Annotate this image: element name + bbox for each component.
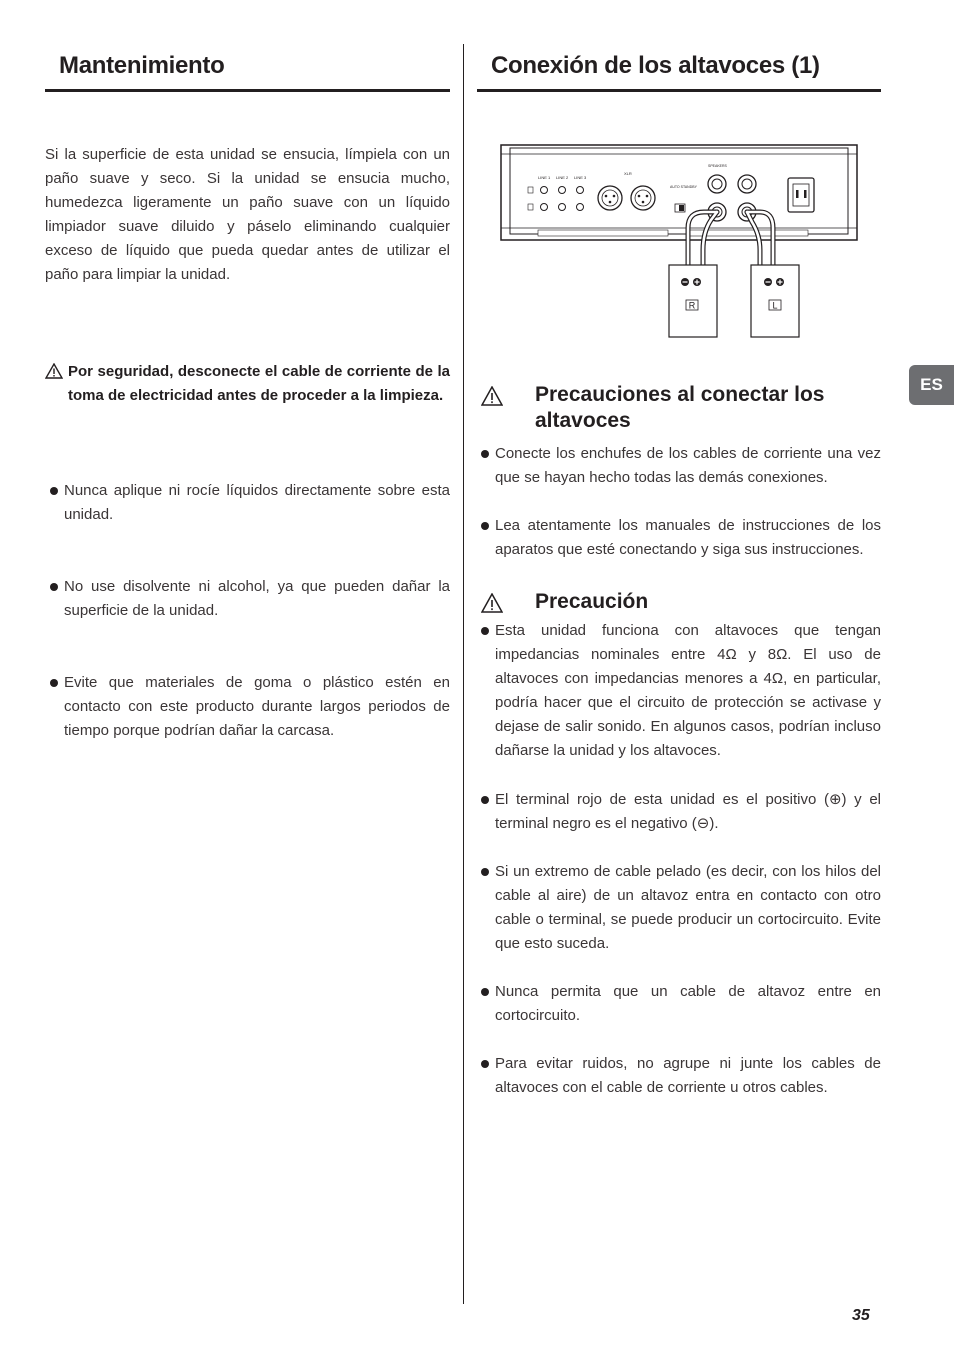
text-fragment: ) y el terminal negro es el negativo (: [495, 791, 881, 832]
speaker-connection-title: Conexión de los altavoces (1): [491, 52, 820, 79]
column-divider: [463, 44, 464, 1304]
safety-warning: [45, 360, 450, 408]
bullet-dot-icon: [481, 1060, 489, 1068]
maintenance-title: Mantenimiento: [59, 52, 225, 79]
panel-label: AUTO STANDBY: [670, 185, 697, 189]
text-fragment: ).: [709, 815, 719, 832]
bullet-dot-icon: [481, 988, 489, 996]
list-item-text: Esta unidad funciona con altavoces que tengan impedancias nominales entre 4Ω y 8Ω. El uso de altavoces con impedancias menores a 4Ω, en particular, podría hacer que el circuito de protección se activase y dejase de salir sonido. En algunos casos, podrían incluso dañarse la unidad y los altavoces.: [495, 622, 881, 759]
plus-terminal-icon: ⊕: [828, 791, 842, 808]
speaker-r-label: R: [688, 300, 696, 311]
list-item: [481, 1052, 881, 1100]
list-item: [481, 442, 881, 490]
list-item: [481, 788, 881, 836]
page-number: 35: [852, 1307, 870, 1324]
bullet-dot-icon: [481, 868, 489, 876]
caution-heading: Precaución: [535, 590, 649, 613]
list-item-text: Evite que materiales de goma o plástico estén en contacto con este producto durante largos periodos de tiempo porque podrían dañar la carcasa.: [64, 674, 450, 739]
list-item: [481, 619, 881, 763]
panel-label: LINE 1: [538, 175, 551, 180]
bullet-dot-icon: [481, 627, 489, 635]
list-item-text: Nunca aplique ni rocíe líquidos directamente sobre esta unidad.: [64, 482, 450, 523]
title-rule-left: [45, 89, 450, 92]
title-rule-right: [477, 89, 881, 92]
warning-triangle-icon: [481, 593, 503, 613]
safety-warning-text: Por seguridad, desconecte el cable de corriente de la toma de electricidad antes de proceder a la limpieza.: [68, 363, 450, 404]
list-item: [50, 671, 450, 743]
list-item-text: Para evitar ruidos, no agrupe ni junte los cables de altavoces con el cable de corriente u otros cables.: [495, 1055, 881, 1096]
speaker-precautions-heading: Precauciones al conectar los altavoces: [535, 383, 825, 432]
rear-panel-diagram: [498, 140, 860, 345]
bullet-dot-icon: [481, 796, 489, 804]
panel-label: XLR: [624, 171, 632, 176]
list-item-text: Nunca permita que un cable de altavoz entre en cortocircuito.: [495, 983, 881, 1024]
list-item-text: No use disolvente ni alcohol, ya que pueden dañar la superficie de la unidad.: [64, 578, 450, 619]
bullet-dot-icon: [481, 450, 489, 458]
maintenance-intro: Si la superficie de esta unidad se ensucia, límpiela con un paño suave y seco. Si la unidad se ensucia mucho, humedezca ligeramente un paño suave con un líquido limpiador suave diluido y páselo eliminando cualquier exceso de líquido que pueda quedar antes de utilizar el paño para limpiar la unidad.: [45, 146, 450, 283]
bullet-dot-icon: [50, 583, 58, 591]
list-item: [50, 575, 450, 623]
list-item-text: Si un extremo de cable pelado (es decir, con los hilos del cable al aire) de un altavoz entra en contacto con otro cable o terminal, se puede producir un cortocircuito. Evite que esto suceda.: [495, 863, 881, 952]
bullet-dot-icon: [481, 522, 489, 530]
list-item: [481, 514, 881, 562]
list-item: [50, 479, 450, 527]
speaker-l-label: L: [772, 300, 778, 311]
list-item: [481, 860, 881, 956]
text-fragment: El terminal rojo de esta unidad es el positivo (: [495, 791, 829, 808]
panel-label: SPEAKERS: [708, 164, 727, 168]
list-item-text: Lea atentamente los manuales de instrucciones de los aparatos que esté conectando y siga sus instrucciones.: [495, 517, 881, 558]
panel-label: LINE 2: [556, 175, 569, 180]
language-tab: ES: [909, 365, 954, 405]
list-item: [481, 980, 881, 1028]
bullet-dot-icon: [50, 679, 58, 687]
panel-label: LINE 3: [574, 175, 587, 180]
minus-terminal-icon: ⊖: [696, 815, 710, 832]
bullet-dot-icon: [50, 487, 58, 495]
list-item-text: Conecte los enchufes de los cables de corriente una vez que se hayan hecho todas las demás conexiones.: [495, 445, 881, 486]
warning-triangle-icon: [481, 386, 503, 406]
warning-triangle-icon: [45, 363, 63, 379]
list-item-text: [495, 788, 881, 836]
